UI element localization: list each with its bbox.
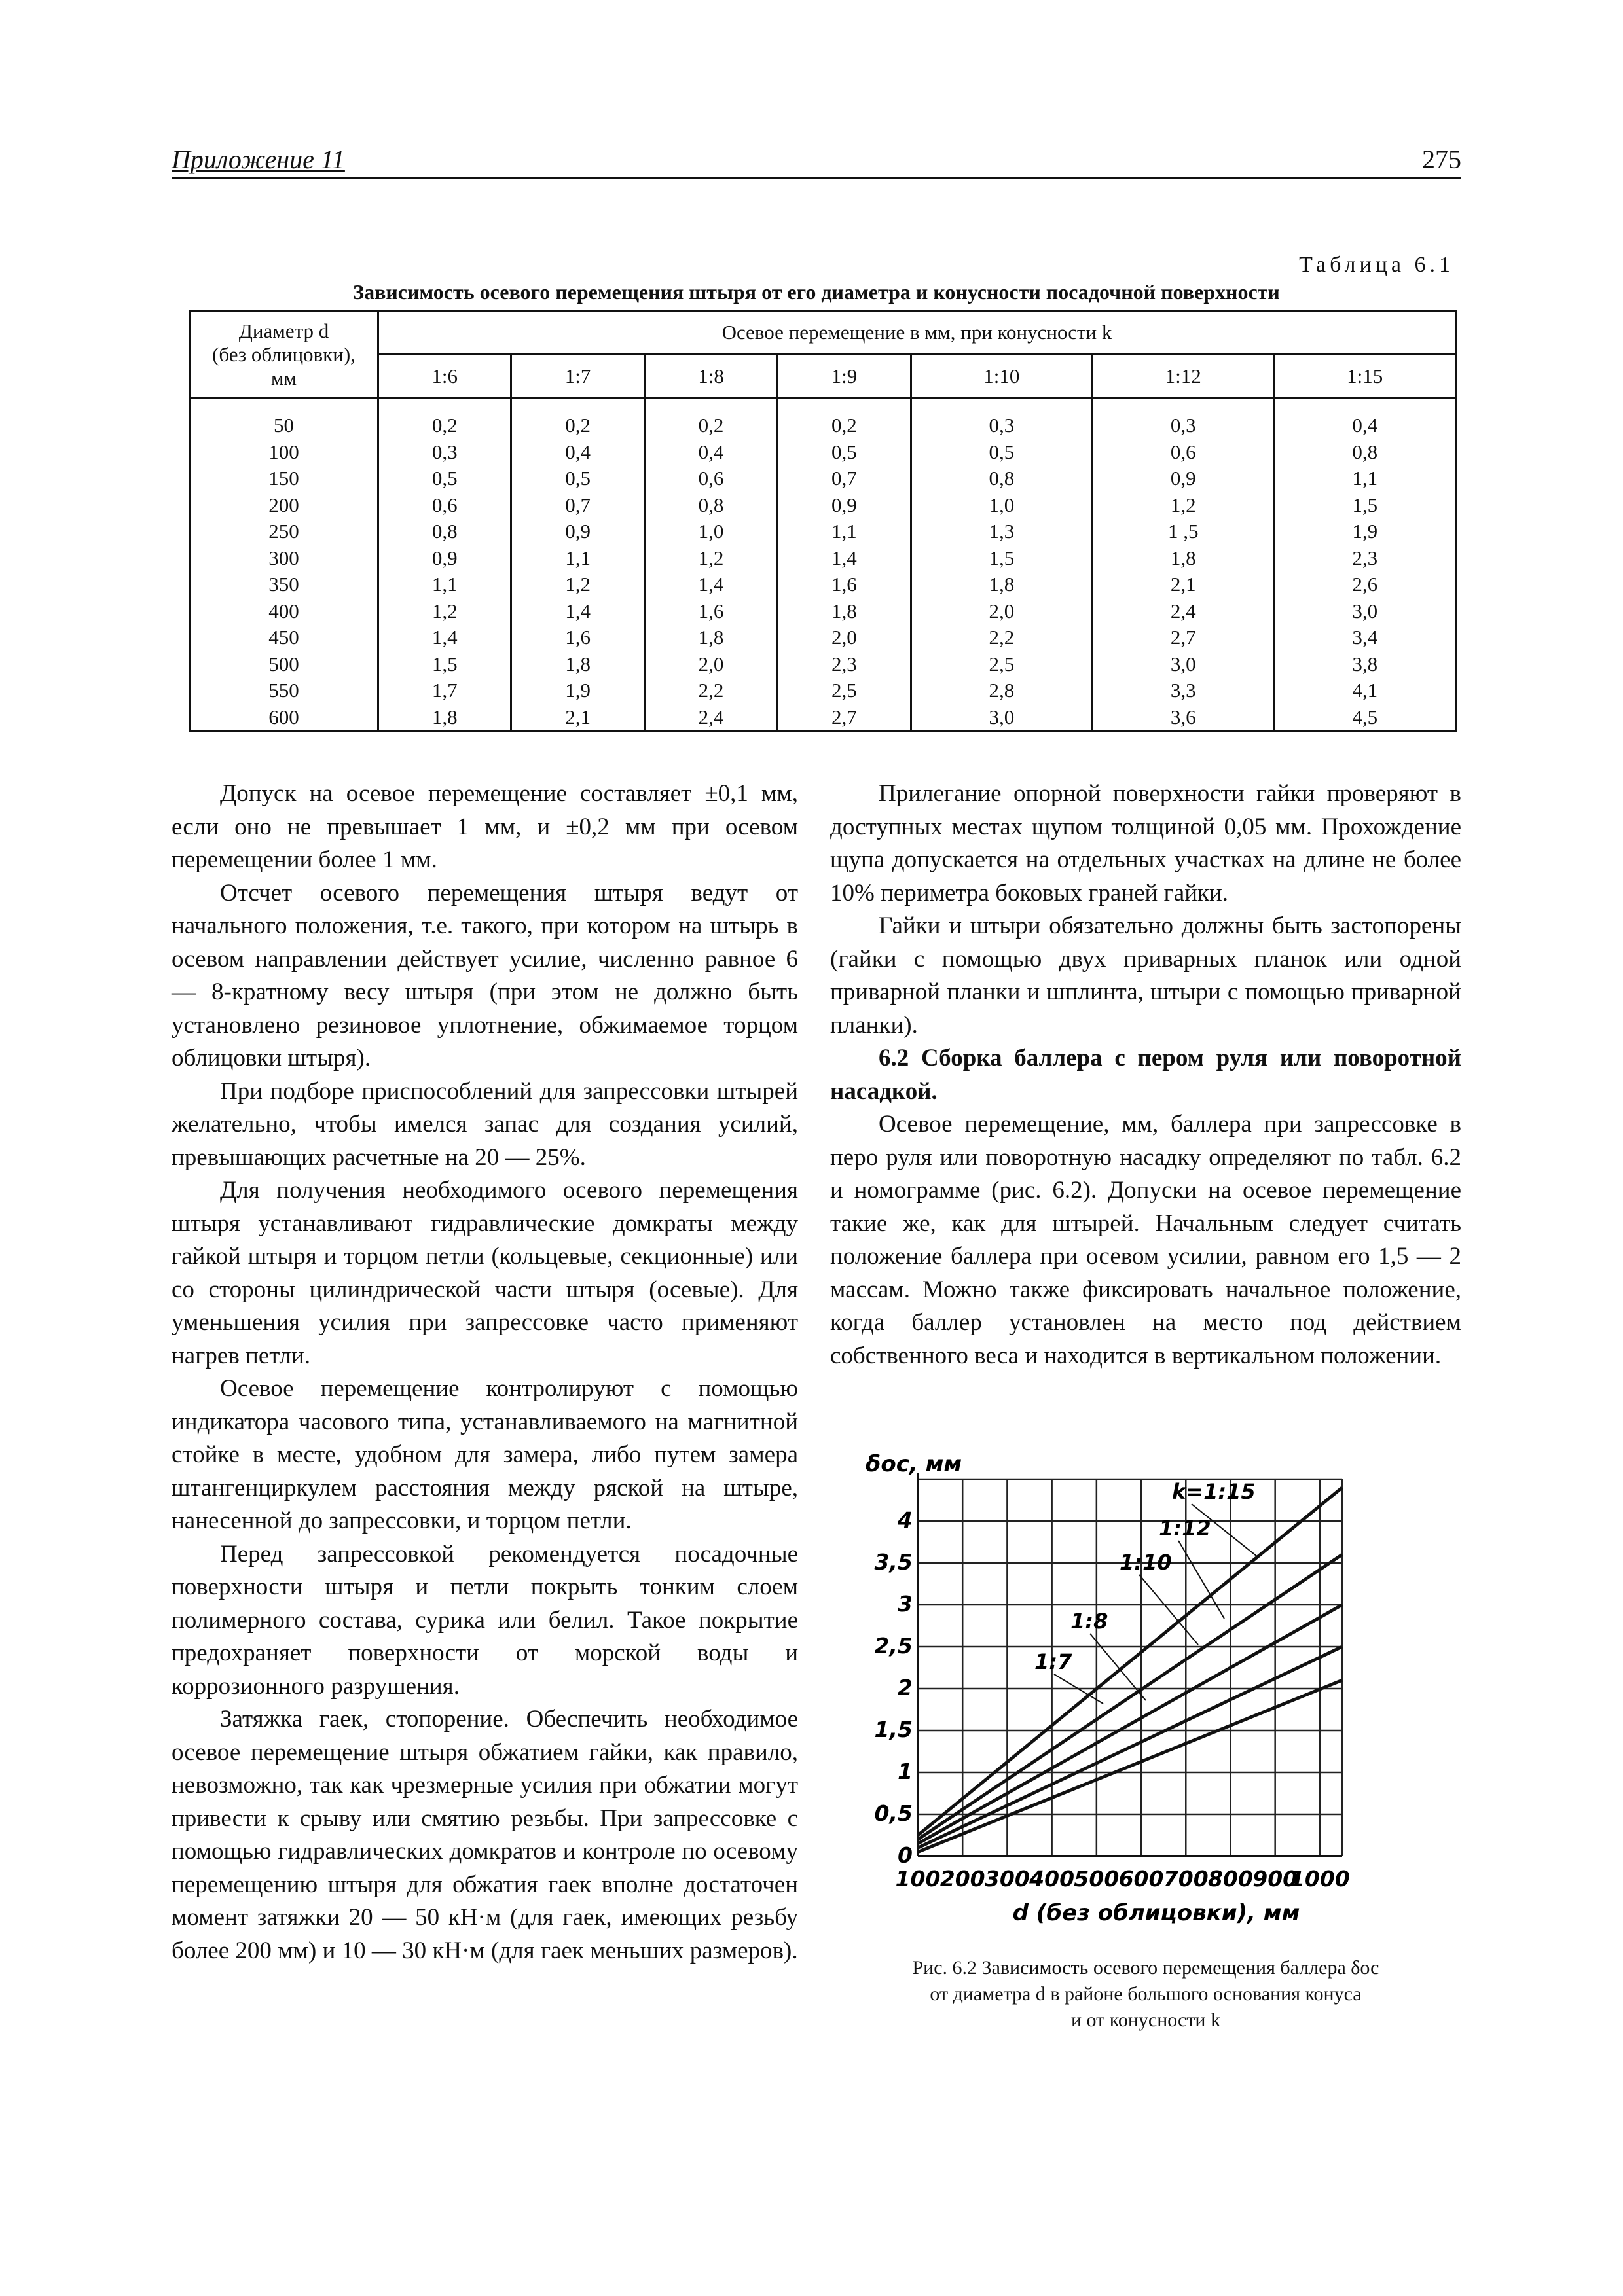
taper-column xyxy=(1093,399,1274,732)
paragraph: Осевое перемещение, мм, баллера при запрессовке в перо руля или поворотную насадку определяют по табл. 6.2 и номограмме (рис. 6.2). Допуски на осевое перемещение такие же, как для штырей. Начальным следует считать положение баллера при осевом усилии, равном его 1,5 — 2 массам. Можно также фиксировать начальное положение, когда баллер установлен на место под действием собственного веса и находится в вертикальном положении. xyxy=(830,1111,1461,1369)
table-number: Таблица 6.1 xyxy=(1299,253,1454,277)
x-tick-label: 1000 xyxy=(1289,1866,1350,1892)
left-text-column xyxy=(172,778,798,1967)
series-label: 1:8 xyxy=(1070,1609,1108,1634)
table-cell: 0,6 xyxy=(1170,440,1196,463)
series-leader-line xyxy=(1090,1634,1146,1700)
taper-column xyxy=(511,399,644,732)
series-leader-line xyxy=(1139,1575,1198,1645)
table-cell: 1 ,5 xyxy=(1167,520,1199,543)
table-cell: 0,3 xyxy=(431,440,458,463)
table-cell: 1,7 xyxy=(431,679,458,702)
table-cell: 1,4 xyxy=(698,573,724,596)
series-label: 1:7 xyxy=(1034,1649,1072,1674)
x-tick-label: 500 xyxy=(1074,1866,1120,1892)
table-cell: 0,9 xyxy=(565,520,591,543)
table-cell: 1,1 xyxy=(565,546,591,569)
x-tick-label: 800 xyxy=(1208,1866,1253,1892)
paragraph: Прилегание опорной поверхности гайки проверяют в доступных местах щупом толщиной 0,05 мм. Прохождение щупа допускается на отдельных участках на длине не более 10% периметра боковых граней гайки. xyxy=(830,780,1461,906)
table-cell: 0,9 xyxy=(1170,467,1196,490)
x-tick-label: 200 xyxy=(939,1866,985,1892)
y-tick-label: 0,5 xyxy=(874,1801,913,1826)
taper-column xyxy=(644,399,777,732)
table-cell: 1,5 xyxy=(989,546,1015,569)
series-label: 1:10 xyxy=(1120,1550,1172,1575)
table-cell: 0,4 xyxy=(1352,414,1378,437)
caption-line: и от конусности k xyxy=(1071,2009,1220,2031)
paragraph: Для получения необходимого осевого перемещения штыря устанавливают гидравлические домкраты между гайкой штыря и торцом петли (кольцевые, секционные) или со стороны цилиндрической части штыря (осевые). Для уменьшения усилия при запрессовке часто применяют нагрев петли. xyxy=(172,1177,798,1369)
table-cell: 1,8 xyxy=(1170,546,1196,569)
table-cell: 1,6 xyxy=(565,626,591,649)
taper-column xyxy=(378,399,511,732)
y-tick-label: 3,5 xyxy=(874,1549,913,1575)
table-cell: 3,3 xyxy=(1170,679,1196,702)
table-cell: 1,4 xyxy=(831,546,857,569)
series-line xyxy=(918,1680,1342,1852)
table-cell: 450 xyxy=(268,626,299,649)
table-cell: 150 xyxy=(268,467,299,490)
table-cell: 1,8 xyxy=(431,705,458,728)
paragraph: Перед запрессовкой рекомендуется посадочные поверхности штыря и петли покрыть тонким слоем полимерного состава, сурика или белил. Такое покрытие предохраняет поверхности от морской воды и коррозионного разрушения. xyxy=(172,1540,798,1700)
table-cell: 0,2 xyxy=(565,414,591,437)
taper-header: 1:12 xyxy=(1093,355,1274,399)
table-cell: 2,2 xyxy=(698,679,724,702)
table-cell: 0,5 xyxy=(831,440,857,463)
table-cell: 0,9 xyxy=(831,493,857,516)
caption-line: Рис. 6.2 Зависимость осевого перемещения баллера δос xyxy=(912,1957,1379,1979)
table-cell: 500 xyxy=(268,652,299,675)
table-cell: 200 xyxy=(268,493,299,516)
y-tick-label: 4 xyxy=(898,1507,913,1533)
table-cell: 0,8 xyxy=(989,467,1015,490)
table-cell: 2,0 xyxy=(698,652,724,675)
table-cell: 1,8 xyxy=(831,599,857,622)
y-axis-label: δос, мм xyxy=(866,1452,962,1477)
table-cell: 0,6 xyxy=(431,493,458,516)
table-cell: 550 xyxy=(268,679,299,702)
table-cell: 1,8 xyxy=(989,573,1015,596)
paragraph: При подборе приспособлений для запрессовки штырей желательно, чтобы имелся запас для создания усилий, превышающих расчетные на 20 — 25%. xyxy=(172,1077,798,1171)
table-cell: 1,2 xyxy=(698,546,724,569)
table-cell: 1,8 xyxy=(565,652,591,675)
y-tick-label: 1,5 xyxy=(874,1717,913,1742)
x-tick-label: 400 xyxy=(1029,1866,1075,1892)
x-tick-label: 300 xyxy=(984,1866,1030,1892)
table-cell: 0,2 xyxy=(698,414,724,437)
series-label: k=1:15 xyxy=(1172,1479,1256,1504)
table-cell: 2,1 xyxy=(1170,573,1196,596)
table-cell: 2,4 xyxy=(1170,599,1196,622)
taper-header: 1:8 xyxy=(644,355,777,399)
table-cell: 0,2 xyxy=(431,414,458,437)
table-cell: 1,6 xyxy=(831,573,857,596)
header-appendix: Приложение 11 xyxy=(172,145,345,174)
section-heading: 6.2 Сборка баллера с пером руля или поворотной насадкой. xyxy=(830,1045,1461,1105)
diameter-column xyxy=(190,399,378,732)
table-cell: 0,3 xyxy=(989,414,1015,437)
table-cell: 2,4 xyxy=(698,705,724,728)
table-cell: 3,0 xyxy=(989,705,1015,728)
table-cell: 1,1 xyxy=(1352,467,1378,490)
x-tick-label: 100 xyxy=(895,1866,941,1892)
y-tick-label: 2 xyxy=(898,1675,913,1700)
table-cell: 0,3 xyxy=(1170,414,1196,437)
taper-header: 1:9 xyxy=(778,355,911,399)
table-cell: 1,8 xyxy=(698,626,724,649)
table-cell: 2,7 xyxy=(1170,626,1196,649)
table-cell: 50 xyxy=(274,414,294,437)
table-cell: 1,1 xyxy=(431,573,458,596)
table-cell: 2,0 xyxy=(989,599,1015,622)
table-cell: 3,0 xyxy=(1170,652,1196,675)
taper-column xyxy=(911,399,1092,732)
table-cell: 4,5 xyxy=(1352,705,1378,728)
diameter-header-line: (без облицовки), xyxy=(212,342,356,366)
table-cell: 0,4 xyxy=(565,440,591,463)
series-line xyxy=(918,1488,1342,1835)
x-axis-label: d (без облицовки), мм xyxy=(1012,1900,1300,1926)
table-cell: 250 xyxy=(268,520,299,543)
diameter-header-line: мм xyxy=(270,366,297,389)
table-cell: 350 xyxy=(268,573,299,596)
table-cell: 1,9 xyxy=(1352,520,1378,543)
table-cell: 400 xyxy=(268,599,299,622)
nomogram-chart xyxy=(858,1452,1447,1949)
table-cell: 1,2 xyxy=(431,599,458,622)
diameter-header xyxy=(190,311,378,399)
figure-6-2 xyxy=(858,1452,1447,1949)
table-cell: 0,2 xyxy=(831,414,857,437)
table-cell: 1,5 xyxy=(1352,493,1378,516)
table-cell: 2,7 xyxy=(831,705,857,728)
series-line xyxy=(918,1554,1342,1839)
table-cell: 0,8 xyxy=(698,493,724,516)
table-cell: 2,5 xyxy=(989,652,1015,675)
table-cell: 300 xyxy=(268,546,299,569)
paragraph: Затяжка гаек, стопорение. Обеспечить необходимое осевое перемещение штыря обжатием гайки, как правило, невозможно, так как чрезмерные усилия при обжатии могут привести к срыву или смятию резьбы. При запрессовке с помощью гидравлических домкратов и контроле по осевому перемещению штыря для обжатия гаек вполне достаточен момент затяжки 20 — 50 кН·м (для гаек, имеющих резьбу более 200 мм) и 10 — 30 кН·м (для гаек меньших размеров). xyxy=(172,1706,798,1964)
table-cell: 2,0 xyxy=(831,626,857,649)
x-tick-label: 700 xyxy=(1163,1866,1209,1892)
table-cell: 2,5 xyxy=(831,679,857,702)
paragraph: Отсчет осевого перемещения штыря ведут от начального положения, т.е. такого, при котором на штырь в осевом направлении действует усилие, численно равное 6 — 8-кратному весу штыря (при этом не должно быть установлено резиновое уплотнение, обжимаемое торцом облицовки штыря). xyxy=(172,879,798,1071)
diameter-header-line: Диаметр d xyxy=(238,319,329,342)
table-title: Зависимость осевого перемещения штыря от его диаметра и конусности посадочной поверхности xyxy=(353,280,1280,304)
table-cell: 0,6 xyxy=(698,467,724,490)
page-number: 275 xyxy=(1422,145,1461,174)
table-cell: 1,0 xyxy=(989,493,1015,516)
table-cell: 2,1 xyxy=(565,705,591,728)
table-cell: 0,4 xyxy=(698,440,724,463)
displacement-group-header: Осевое перемещение в мм, при конусности k xyxy=(378,311,1456,355)
table-cell: 2,3 xyxy=(831,652,857,675)
table-cell: 1,2 xyxy=(565,573,591,596)
y-tick-label: 0 xyxy=(898,1842,913,1868)
table-cell: 0,5 xyxy=(565,467,591,490)
table-cell: 100 xyxy=(268,440,299,463)
table-cell: 2,3 xyxy=(1352,546,1378,569)
taper-header: 1:7 xyxy=(511,355,644,399)
table-cell: 3,4 xyxy=(1352,626,1378,649)
table-cell: 1,2 xyxy=(1170,493,1196,516)
figure-caption xyxy=(830,1955,1461,2034)
taper-header: 1:10 xyxy=(911,355,1092,399)
table-cell: 0,5 xyxy=(431,467,458,490)
taper-header: 1:6 xyxy=(378,355,511,399)
table-cell: 1,6 xyxy=(698,599,724,622)
table-cell: 1,0 xyxy=(698,520,724,543)
table-cell: 0,8 xyxy=(431,520,458,543)
caption-line: от диаметра d в районе большого основания конуса xyxy=(930,1983,1362,2005)
table-6-1 xyxy=(189,310,1457,732)
series-line xyxy=(918,1605,1342,1844)
paragraph: Допуск на осевое перемещение составляет ±0,1 мм, если оно не превышает 1 мм, и ±0,2 мм при осевом перемещении более 1 мм. xyxy=(172,780,798,873)
y-tick-label: 1 xyxy=(898,1759,913,1784)
y-tick-label: 3 xyxy=(898,1591,913,1617)
table-cell: 600 xyxy=(268,705,299,728)
table-cell: 2,8 xyxy=(989,679,1015,702)
paragraph: Гайки и штыри обязательно должны быть застопорены (гайки с помощью двух приварных планок или одной приварной планки и шплинта, штыри с помощью приварной планки). xyxy=(830,912,1461,1039)
taper-column xyxy=(1274,399,1456,732)
table-cell: 3,8 xyxy=(1352,652,1378,675)
table-cell: 1,1 xyxy=(831,520,857,543)
table-cell: 1,4 xyxy=(431,626,458,649)
paragraph: Осевое перемещение контролируют с помощью индикатора часового типа, устанавливаемого на магнитной стойке в месте, удобном для замера, либо путем замера штангенциркулем расстояния между ряской на штыре, нанесенной до запрессовки, и торцом петли. xyxy=(172,1375,798,1534)
table-cell: 0,9 xyxy=(431,546,458,569)
table-cell: 3,6 xyxy=(1170,705,1196,728)
table-cell: 0,7 xyxy=(565,493,591,516)
table-cell: 2,6 xyxy=(1352,573,1378,596)
table-cell: 4,1 xyxy=(1352,679,1378,702)
table-cell: 1,5 xyxy=(431,652,458,675)
table-cell: 0,8 xyxy=(1352,440,1378,463)
running-header xyxy=(172,143,1461,179)
table-cell: 1,4 xyxy=(565,599,591,622)
table-cell: 3,0 xyxy=(1352,599,1378,622)
series-line xyxy=(918,1647,1342,1848)
table-cell: 2,2 xyxy=(989,626,1015,649)
table-cell: 0,5 xyxy=(989,440,1015,463)
table-cell: 1,3 xyxy=(989,520,1015,543)
x-tick-label: 900 xyxy=(1252,1866,1298,1892)
x-tick-label: 600 xyxy=(1118,1866,1164,1892)
table-cell: 1,9 xyxy=(565,679,591,702)
table-cell: 0,7 xyxy=(831,467,857,490)
right-text-column xyxy=(830,778,1461,1372)
taper-header: 1:15 xyxy=(1274,355,1456,399)
taper-column xyxy=(778,399,911,732)
y-tick-label: 2,5 xyxy=(874,1633,913,1659)
series-label: 1:12 xyxy=(1159,1516,1211,1541)
